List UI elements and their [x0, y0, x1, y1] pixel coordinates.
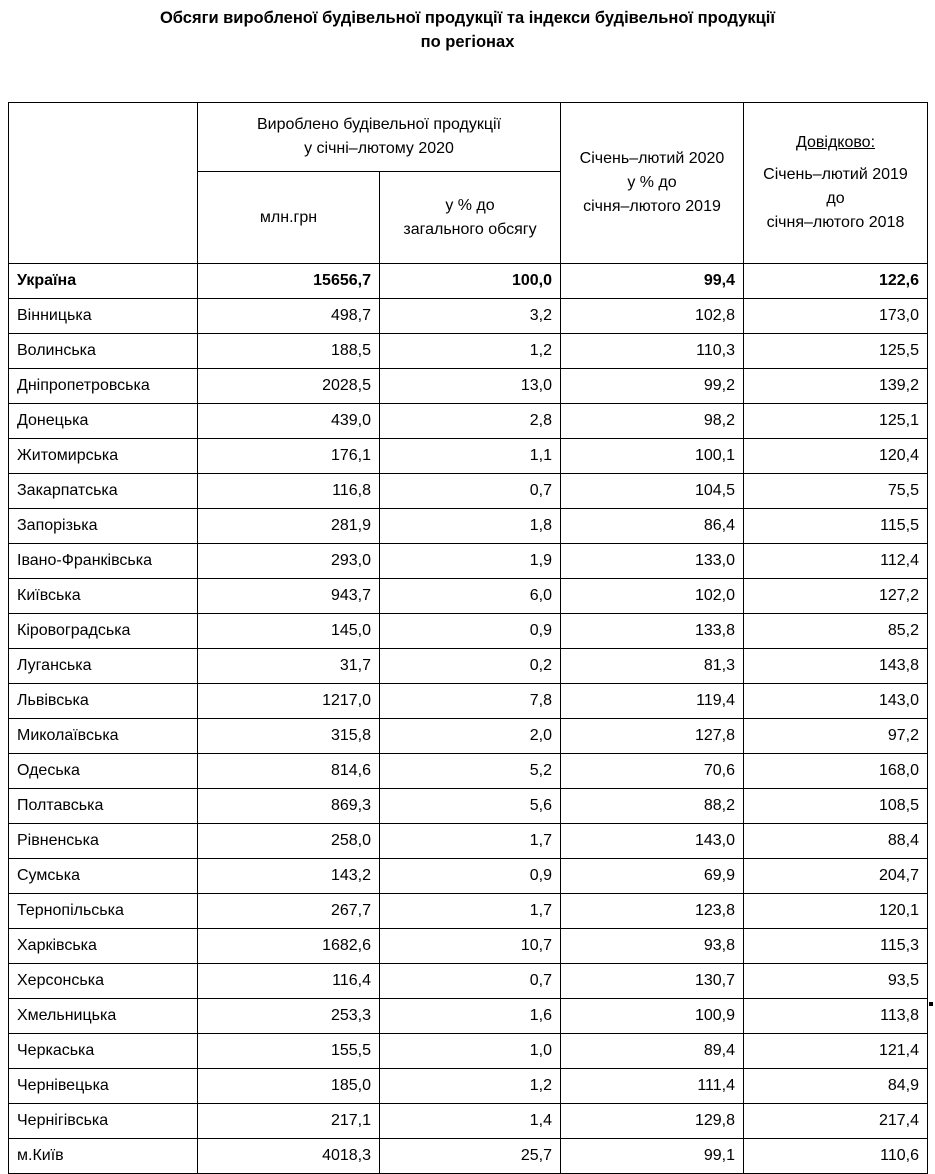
cell-index: 81,3: [561, 649, 744, 684]
cell-index: 86,4: [561, 509, 744, 544]
cell-ref: 97,2: [744, 719, 928, 754]
cell-mln: 217,1: [198, 1104, 380, 1139]
header-mln-uah: млн.грн: [198, 172, 380, 264]
header-index-line3: січня–лютого 2019: [583, 198, 721, 215]
table-row: [9, 859, 928, 894]
cell-share: 1,8: [380, 509, 561, 544]
cell-index: 89,4: [561, 1034, 744, 1069]
table-row: [9, 894, 928, 929]
cell-index: 99,2: [561, 369, 744, 404]
cell-share: 1,2: [380, 1069, 561, 1104]
cell-share: 3,2: [380, 299, 561, 334]
table-row: [9, 824, 928, 859]
cell-index: 111,4: [561, 1069, 744, 1104]
cell-share: 0,7: [380, 474, 561, 509]
cell-mln: 188,5: [198, 334, 380, 369]
cell-mln: 814,6: [198, 754, 380, 789]
cell-index: 98,2: [561, 404, 744, 439]
header-reference: [744, 103, 928, 264]
cell-index: 133,0: [561, 544, 744, 579]
header-ref-line2: до: [826, 190, 845, 207]
cell-region: Харківська: [9, 929, 198, 964]
table-row: [9, 509, 928, 544]
header-produced-line2: у січні–лютому 2020: [304, 140, 454, 157]
cell-region: Полтавська: [9, 789, 198, 824]
cell-region: Миколаївська: [9, 719, 198, 754]
cell-share: 7,8: [380, 684, 561, 719]
cell-share: 1,1: [380, 439, 561, 474]
cell-ref: 204,7: [744, 859, 928, 894]
cell-ref: 115,3: [744, 929, 928, 964]
cell-mln: 176,1: [198, 439, 380, 474]
header-index-2020: [561, 103, 744, 264]
cell-ref: 75,5: [744, 474, 928, 509]
cell-ref: 173,0: [744, 299, 928, 334]
cell-mln: 293,0: [198, 544, 380, 579]
cell-share: 25,7: [380, 1139, 561, 1174]
cell-mln: 281,9: [198, 509, 380, 544]
cell-share: 6,0: [380, 579, 561, 614]
cell-share: 1,2: [380, 334, 561, 369]
cell-mln: 2028,5: [198, 369, 380, 404]
table-row: [9, 544, 928, 579]
title-line-2: по регіонах: [420, 33, 515, 51]
cell-share: 2,8: [380, 404, 561, 439]
header-ref-label: Довідково:: [795, 134, 876, 151]
cell-share: 0,7: [380, 964, 561, 999]
regions-table: [8, 102, 928, 1174]
cell-index: 119,4: [561, 684, 744, 719]
cell-index: 93,8: [561, 929, 744, 964]
table-row: [9, 1139, 928, 1174]
cell-index: 99,4: [561, 264, 744, 299]
cell-region: Івано-Франківська: [9, 544, 198, 579]
table-row: [9, 964, 928, 999]
cell-share: 5,2: [380, 754, 561, 789]
table-row: [9, 614, 928, 649]
cell-mln: 155,5: [198, 1034, 380, 1069]
cell-ref: 93,5: [744, 964, 928, 999]
cell-share: 100,0: [380, 264, 561, 299]
cell-ref: 113,8: [744, 999, 928, 1034]
cell-index: 143,0: [561, 824, 744, 859]
cell-region: Волинська: [9, 334, 198, 369]
cell-ref: 120,4: [744, 439, 928, 474]
cell-share: 13,0: [380, 369, 561, 404]
cell-index: 102,0: [561, 579, 744, 614]
table-row: [9, 684, 928, 719]
cell-ref: 217,4: [744, 1104, 928, 1139]
cell-ref: 112,4: [744, 544, 928, 579]
cell-share: 1,7: [380, 894, 561, 929]
cell-region: Львівська: [9, 684, 198, 719]
table-row: [9, 789, 928, 824]
cell-ref: 168,0: [744, 754, 928, 789]
table-row: [9, 649, 928, 684]
cell-mln: 1682,6: [198, 929, 380, 964]
table-row: [9, 929, 928, 964]
cell-mln: 498,7: [198, 299, 380, 334]
title-line-1: Обсяги виробленої будівельної продукції та індекси будівельної продукції: [159, 9, 776, 27]
cell-ref: 121,4: [744, 1034, 928, 1069]
table-row: [9, 1069, 928, 1104]
cell-index: 104,5: [561, 474, 744, 509]
cell-ref: 110,6: [744, 1139, 928, 1174]
cell-region: Чернівецька: [9, 1069, 198, 1104]
cell-region: Херсонська: [9, 964, 198, 999]
cell-mln: 1217,0: [198, 684, 380, 719]
cell-region: Черкаська: [9, 1034, 198, 1069]
cell-region: Хмельницька: [9, 999, 198, 1034]
header-produced-line1: Вироблено будівельної продукції: [256, 116, 502, 133]
cell-ref: 84,9: [744, 1069, 928, 1104]
cell-region: Луганська: [9, 649, 198, 684]
cell-region: Чернігівська: [9, 1104, 198, 1139]
cell-ref: 122,6: [744, 264, 928, 299]
cell-mln: 315,8: [198, 719, 380, 754]
cell-index: 130,7: [561, 964, 744, 999]
cell-ref: 115,5: [744, 509, 928, 544]
cell-share: 10,7: [380, 929, 561, 964]
header-produced: [198, 103, 561, 172]
cell-ref: 143,8: [744, 649, 928, 684]
cell-ref: 88,4: [744, 824, 928, 859]
cell-region: Тернопільська: [9, 894, 198, 929]
cell-index: 88,2: [561, 789, 744, 824]
cell-mln: 116,4: [198, 964, 380, 999]
cell-ref: 127,2: [744, 579, 928, 614]
cell-mln: 31,7: [198, 649, 380, 684]
table-row: [9, 579, 928, 614]
header-index-line1: Січень–лютий 2020: [579, 150, 725, 167]
header-ref-line1: Січень–лютий 2019: [763, 166, 908, 183]
cell-mln: 143,2: [198, 859, 380, 894]
cell-region: Сумська: [9, 859, 198, 894]
table-row: [9, 1104, 928, 1139]
table-row: [9, 369, 928, 404]
cell-share: 1,6: [380, 999, 561, 1034]
cell-mln: 869,3: [198, 789, 380, 824]
header-share: [380, 172, 561, 264]
cell-mln: 4018,3: [198, 1139, 380, 1174]
cell-index: 127,8: [561, 719, 744, 754]
cell-ref: 143,0: [744, 684, 928, 719]
cell-index: 70,6: [561, 754, 744, 789]
cell-index: 100,9: [561, 999, 744, 1034]
cell-index: 100,1: [561, 439, 744, 474]
cell-region: Вінницька: [9, 299, 198, 334]
table-row: [9, 474, 928, 509]
table-row: [9, 404, 928, 439]
header-share-line2: загального обсягу: [403, 220, 537, 238]
cell-region: Закарпатська: [9, 474, 198, 509]
cell-share: 1,4: [380, 1104, 561, 1139]
header-ref-line3: січня–лютого 2018: [766, 214, 905, 231]
cell-index: 123,8: [561, 894, 744, 929]
cell-share: 1,9: [380, 544, 561, 579]
cell-region: Дніпропетровська: [9, 369, 198, 404]
cell-region: Київська: [9, 579, 198, 614]
cell-ref: 108,5: [744, 789, 928, 824]
cell-index: 133,8: [561, 614, 744, 649]
cell-region: Запорізька: [9, 509, 198, 544]
header-share-line1: у % до: [445, 196, 495, 214]
cell-index: 102,8: [561, 299, 744, 334]
table-row: [9, 719, 928, 754]
table-row: [9, 1034, 928, 1069]
cell-index: 129,8: [561, 1104, 744, 1139]
table-row: [9, 439, 928, 474]
cell-mln: 267,7: [198, 894, 380, 929]
cell-mln: 116,8: [198, 474, 380, 509]
cell-mln: 439,0: [198, 404, 380, 439]
cell-mln: 15656,7: [198, 264, 380, 299]
stray-dot: [929, 1002, 933, 1006]
table-row: [9, 999, 928, 1034]
cell-mln: 253,3: [198, 999, 380, 1034]
cell-region: Житомирська: [9, 439, 198, 474]
table-row: [9, 299, 928, 334]
cell-ref: 85,2: [744, 614, 928, 649]
cell-share: 1,0: [380, 1034, 561, 1069]
header-index-line2: у % до: [627, 174, 677, 191]
cell-mln: 258,0: [198, 824, 380, 859]
cell-index: 69,9: [561, 859, 744, 894]
cell-mln: 943,7: [198, 579, 380, 614]
table-row: [9, 754, 928, 789]
cell-region: Україна: [9, 264, 198, 299]
cell-region: Рівненська: [9, 824, 198, 859]
cell-share: 0,9: [380, 614, 561, 649]
page-title: [0, 6, 935, 54]
cell-share: 1,7: [380, 824, 561, 859]
cell-ref: 120,1: [744, 894, 928, 929]
table-row: [9, 334, 928, 369]
cell-share: 0,9: [380, 859, 561, 894]
cell-region: м.Київ: [9, 1139, 198, 1174]
cell-share: 0,2: [380, 649, 561, 684]
cell-ref: 139,2: [744, 369, 928, 404]
cell-index: 99,1: [561, 1139, 744, 1174]
cell-region: Донецька: [9, 404, 198, 439]
cell-region: Одеська: [9, 754, 198, 789]
header-region: [9, 103, 198, 264]
cell-ref: 125,1: [744, 404, 928, 439]
cell-ref: 125,5: [744, 334, 928, 369]
table-body: [9, 264, 928, 1174]
cell-index: 110,3: [561, 334, 744, 369]
cell-region: Кіровоградська: [9, 614, 198, 649]
cell-share: 5,6: [380, 789, 561, 824]
table-row: [9, 264, 928, 299]
cell-mln: 185,0: [198, 1069, 380, 1104]
cell-share: 2,0: [380, 719, 561, 754]
cell-mln: 145,0: [198, 614, 380, 649]
